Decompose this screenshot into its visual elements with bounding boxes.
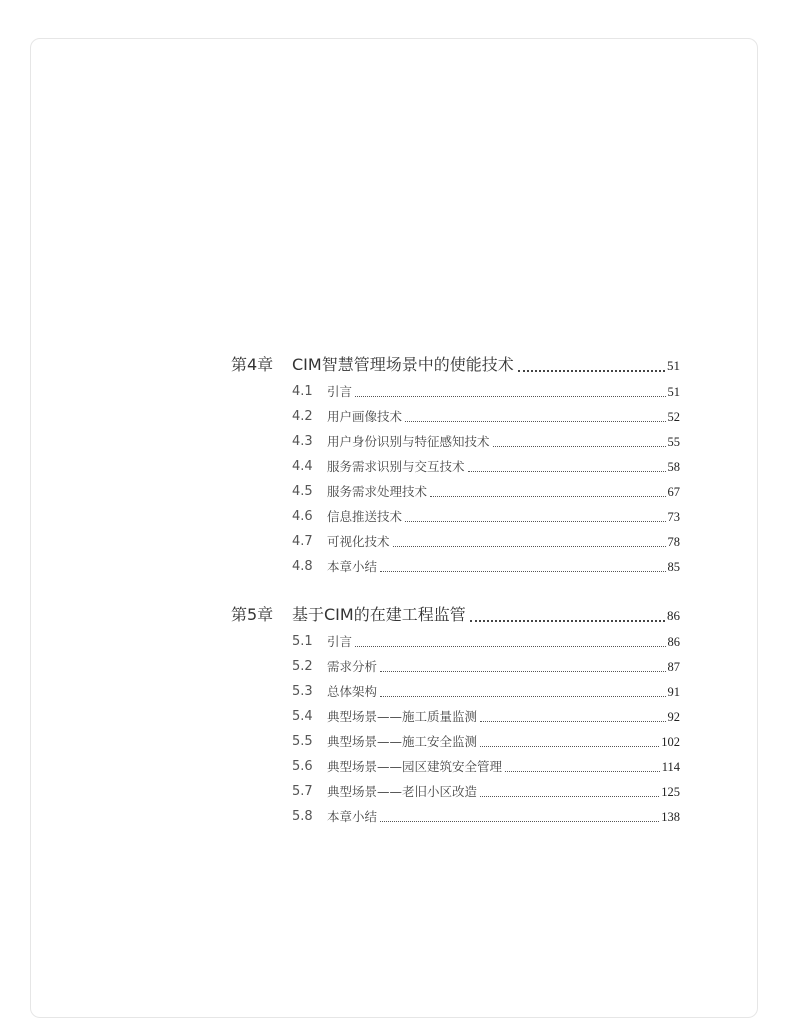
dot-leader — [505, 771, 660, 772]
section-page: 102 — [661, 735, 680, 749]
dot-leader — [380, 696, 665, 697]
section-page: 85 — [667, 560, 680, 574]
section-page: 125 — [661, 785, 680, 799]
section-page: 92 — [667, 710, 680, 724]
section-number: 5.1 — [292, 634, 313, 649]
dot-leader — [518, 370, 665, 372]
dot-leader — [470, 620, 665, 622]
dot-leader — [405, 521, 665, 522]
section-page: 114 — [661, 760, 680, 774]
section-title: 本章小结 — [327, 809, 378, 824]
section-number: 5.2 — [292, 659, 313, 674]
section-title: 引言 — [327, 634, 353, 649]
section-page: 55 — [667, 435, 680, 449]
dot-leader — [380, 571, 665, 572]
section-title: 典型场景——园区建筑安全管理 — [327, 759, 503, 774]
chapter-title: CIM智慧管理场景中的使能技术 — [292, 355, 514, 374]
section-title: 信息推送技术 — [327, 509, 403, 524]
section-number: 4.3 — [292, 434, 313, 449]
dot-leader — [430, 496, 665, 497]
section-title: 可视化技术 — [327, 534, 390, 549]
section-number: 4.5 — [292, 484, 313, 499]
toc-section-5-1[interactable] — [292, 631, 680, 651]
dot-leader — [380, 671, 665, 672]
toc-section-4-7[interactable] — [292, 531, 680, 551]
dot-leader — [355, 646, 665, 647]
section-page: 52 — [667, 410, 680, 424]
section-page: 58 — [667, 460, 680, 474]
section-title: 用户身份识别与特征感知技术 — [327, 434, 490, 449]
toc-section-4-4[interactable] — [292, 456, 680, 476]
section-page: 87 — [667, 660, 680, 674]
section-number: 4.2 — [292, 409, 313, 424]
section-number: 5.5 — [292, 734, 313, 749]
section-number: 5.4 — [292, 709, 313, 724]
section-page: 138 — [661, 810, 680, 824]
section-number: 4.1 — [292, 384, 313, 399]
toc-section-4-3[interactable] — [292, 431, 680, 451]
toc-section-5-5[interactable] — [292, 731, 680, 751]
toc-section-4-8[interactable] — [292, 556, 680, 576]
section-page: 86 — [667, 635, 680, 649]
section-title: 典型场景——老旧小区改造 — [327, 784, 478, 799]
section-title: 总体架构 — [327, 684, 378, 699]
chapter-number: 第4章 — [231, 355, 274, 374]
toc-chapter-4[interactable] — [231, 352, 680, 376]
dot-leader — [393, 546, 666, 547]
section-number: 4.7 — [292, 534, 313, 549]
toc-section-5-8[interactable] — [292, 806, 680, 826]
section-number: 4.8 — [292, 559, 313, 574]
dot-leader — [493, 446, 666, 447]
section-number: 5.8 — [292, 809, 313, 824]
toc-section-5-7[interactable] — [292, 781, 680, 801]
section-number: 4.4 — [292, 459, 313, 474]
section-page: 51 — [667, 385, 680, 399]
toc-chapter-5[interactable] — [231, 602, 680, 626]
section-page: 91 — [667, 685, 680, 699]
toc-section-5-2[interactable] — [292, 656, 680, 676]
chapter-page: 51 — [667, 358, 680, 373]
section-page: 73 — [667, 510, 680, 524]
chapter-number: 第5章 — [231, 605, 274, 624]
section-number: 4.6 — [292, 509, 313, 524]
section-number: 5.7 — [292, 784, 313, 799]
section-title: 本章小结 — [327, 559, 378, 574]
section-title: 典型场景——施工质量监测 — [327, 709, 478, 724]
toc-section-4-1[interactable] — [292, 381, 680, 401]
chapter-page: 86 — [667, 608, 680, 623]
section-page: 67 — [667, 485, 680, 499]
section-title: 用户画像技术 — [327, 409, 403, 424]
section-page: 78 — [667, 535, 680, 549]
section-title: 服务需求处理技术 — [327, 484, 428, 499]
dot-leader — [480, 746, 659, 747]
dot-leader — [355, 396, 665, 397]
dot-leader — [380, 821, 659, 822]
section-number: 5.3 — [292, 684, 313, 699]
section-number: 5.6 — [292, 759, 313, 774]
section-title: 需求分析 — [327, 659, 378, 674]
dot-leader — [405, 421, 665, 422]
toc-section-5-3[interactable] — [292, 681, 680, 701]
dot-leader — [480, 721, 665, 722]
dot-leader — [480, 796, 659, 797]
section-title: 服务需求识别与交互技术 — [327, 459, 465, 474]
dot-leader — [468, 471, 666, 472]
chapter-title: 基于CIM的在建工程监管 — [292, 605, 466, 624]
toc-section-4-5[interactable] — [292, 481, 680, 501]
toc-section-4-2[interactable] — [292, 406, 680, 426]
section-title: 引言 — [327, 384, 353, 399]
section-title: 典型场景——施工安全监测 — [327, 734, 478, 749]
toc-section-4-6[interactable] — [292, 506, 680, 526]
toc-section-5-6[interactable] — [292, 756, 680, 776]
toc-section-5-4[interactable] — [292, 706, 680, 726]
